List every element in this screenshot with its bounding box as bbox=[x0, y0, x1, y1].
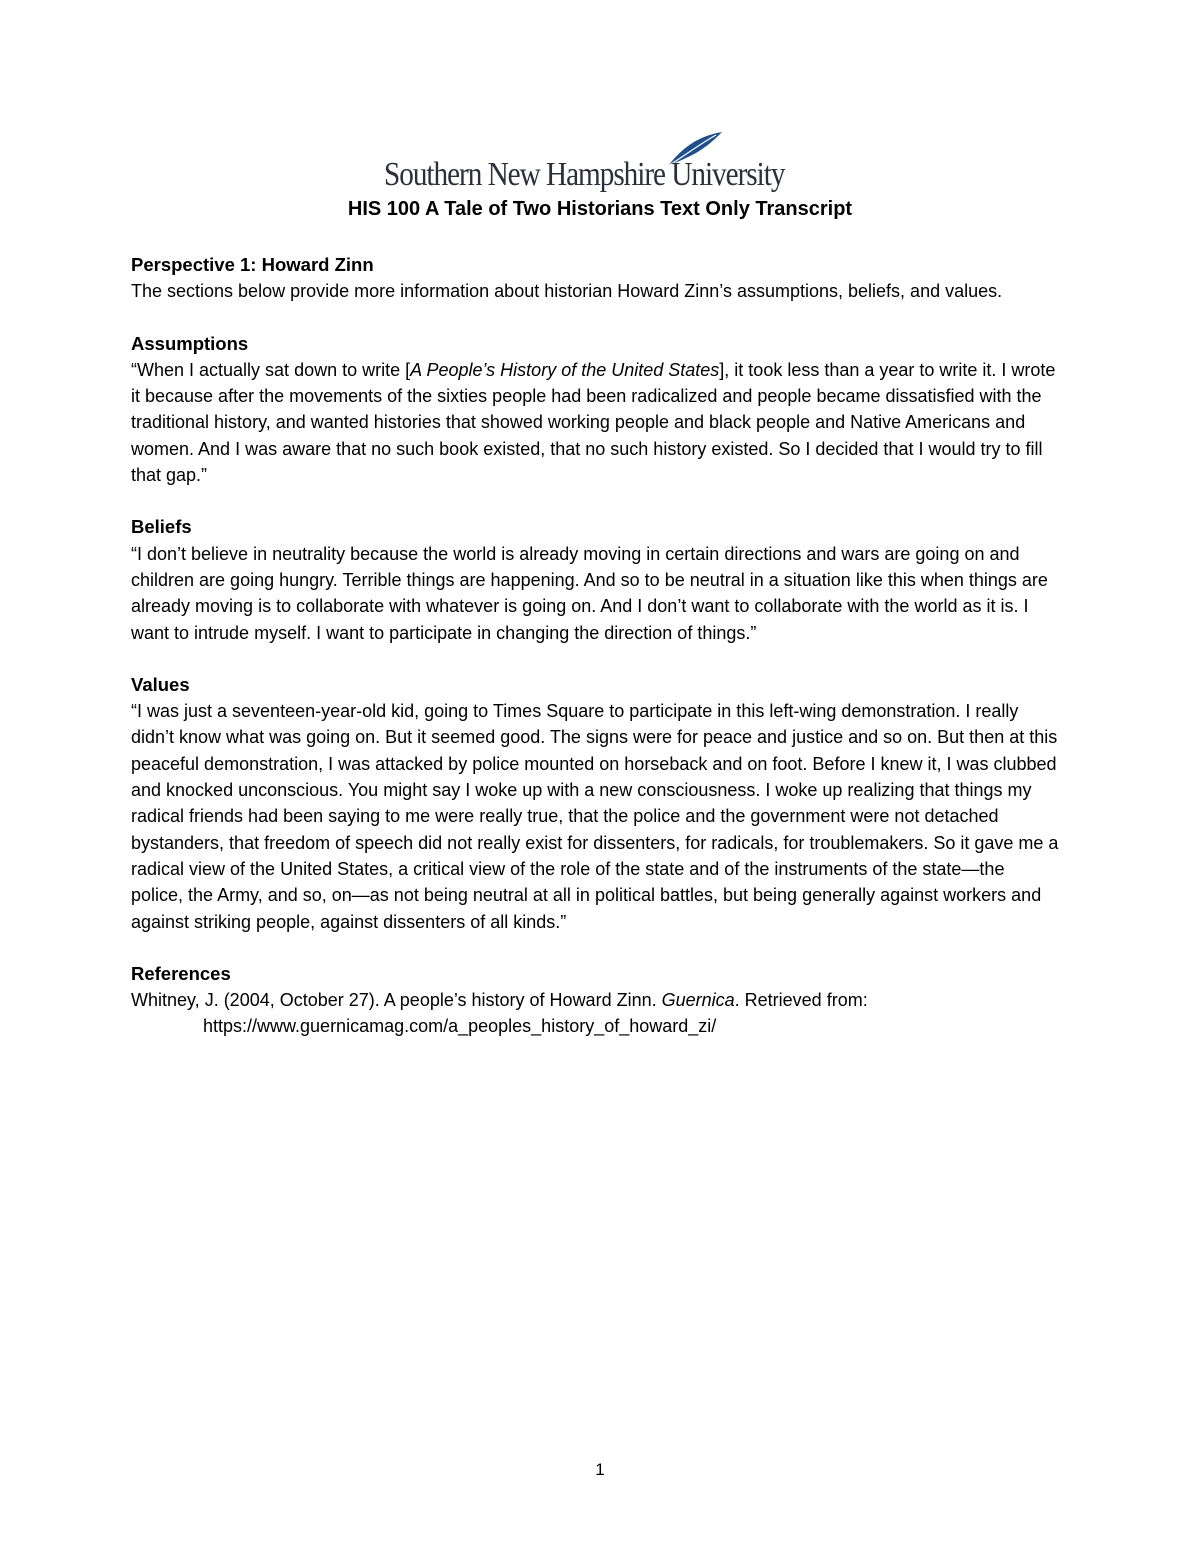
logo-wordmark: Southern New Hampshire University bbox=[384, 156, 785, 193]
document-title: HIS 100 A Tale of Two Historians Text Only Transcript bbox=[347, 198, 853, 220]
perspective-heading: Perspective 1: Howard Zinn bbox=[131, 254, 374, 275]
beliefs-quote: “I don’t believe in neutrality because the world is already moving in certain directions and wars are going on and children are going hungry. Terrible things are happening. And so to be neutral in a situation like this when things are already moving is to collaborate with whatever is going on. And I don’t want to collaborate with the world as it is. I want to intrude myself. I want to participate in changing the direction of things.” bbox=[131, 543, 1048, 643]
spacer bbox=[131, 305, 1061, 331]
document-body bbox=[131, 252, 1061, 1040]
book-title: A People’s History of the United States bbox=[410, 359, 720, 380]
citation-text: Whitney, J. (2004, October 27). A people’s history of Howard Zinn. bbox=[131, 990, 662, 1011]
perspective-intro: The sections below provide more information about historian Howard Zinn’s assumptions, beliefs, and values. bbox=[131, 281, 1003, 302]
references-heading: References bbox=[131, 962, 231, 984]
citation-journal: Guernica bbox=[661, 990, 735, 1011]
assumptions-quote-rest: ], it took less than a year to write it. I wrote it because after the movements of the sixties people had been radicalized and people became dissatisfied with the traditional history, and wanted histories that showed working people and black people and Native Americans and women. And I was aware that no such book existed, that no such history existed. So I decided that I would try to fill that gap.” bbox=[131, 359, 1056, 486]
assumptions-quote bbox=[131, 357, 1061, 488]
assumptions-heading: Assumptions bbox=[131, 332, 249, 354]
page-number: 1 bbox=[595, 1460, 605, 1479]
assumptions-quote-open: “When I actually sat down to write [ bbox=[131, 359, 411, 380]
spacer bbox=[131, 488, 1061, 514]
beliefs-heading: Beliefs bbox=[131, 516, 192, 538]
reference-citation bbox=[131, 987, 1061, 1013]
values-quote: “I was just a seventeen-year-old kid, going to Times Square to participate in this left-wing demonstration. I really didn’t know what was going on. But it seemed good. The signs were for peace and justice and so on. But then at this peaceful demonstration, I was attacked by police mounted on horseback and on foot. Before I knew it, I was clubbed and knocked unconscious. You might say I woke up with a new consciousness. I woke up realizing that things my radical friends had been saying to me were really true, that the police and the government were not detached bystanders, that freedom of speech did not really exist for dissenters, for radicals, for troublemakers. So it gave me a radical view of the United States, a critical view of the role of the state and of the instruments of the state—the police, the Army, and so, on—as not being neutral at all in political battles, but being generally against workers and against striking people, against dissenters of all kinds.” bbox=[131, 701, 1059, 932]
spacer bbox=[131, 935, 1061, 961]
reference-url-link[interactable]: https://www.guernicamag.com/a_peoples_history_of_howard_zi/ bbox=[203, 1016, 717, 1037]
university-logo bbox=[384, 130, 814, 198]
citation-retrieved: . Retrieved from: bbox=[734, 990, 868, 1011]
spacer bbox=[131, 646, 1061, 672]
values-heading: Values bbox=[131, 673, 190, 695]
